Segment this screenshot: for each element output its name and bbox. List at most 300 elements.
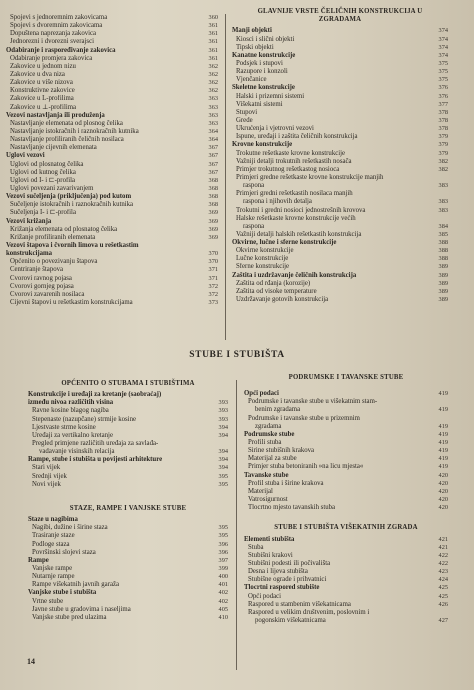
entry-page-number: 377 bbox=[438, 100, 448, 108]
entry-title: Čvorovi zavarenih nosilaca bbox=[10, 290, 85, 298]
entry-title: Raspored u stambenim višekatnicama bbox=[248, 600, 351, 608]
entry-page-number: 422 bbox=[438, 559, 448, 567]
entry-page-number: 363 bbox=[208, 119, 218, 127]
entry-title: Podsjek i stupovi bbox=[236, 59, 283, 67]
entry-page-number: 373 bbox=[208, 298, 218, 306]
toc-entry bbox=[6, 299, 218, 307]
toc-entry bbox=[232, 36, 448, 44]
entry-title: vadavanje visinskih relacija bbox=[39, 448, 115, 456]
entry-page-number: 372 bbox=[208, 282, 218, 290]
entry-title: Primjer stuba betoniranih »na licu mjesta« bbox=[248, 463, 364, 471]
toc-entry bbox=[244, 568, 448, 576]
entry-title: Stepenaste (nazupčane) strmije kosine bbox=[32, 415, 136, 423]
toc-entry bbox=[28, 456, 228, 464]
toc-entry bbox=[6, 112, 218, 120]
toc-entry bbox=[6, 87, 218, 95]
entry-page-number: 421 bbox=[438, 535, 448, 543]
entry-title: Stubišni podesti ili počivališta bbox=[248, 559, 331, 567]
entry-page-number: 424 bbox=[438, 576, 448, 584]
entry-title: Uglovi vezovi bbox=[6, 152, 45, 160]
entry-page-number: 394 bbox=[218, 464, 228, 472]
toc-entry bbox=[244, 423, 448, 431]
entry-title: Jednorezni i dvorezni sverajsci bbox=[10, 38, 94, 46]
toc-entry bbox=[6, 250, 218, 258]
entry-page-number: 393 bbox=[218, 399, 228, 407]
entry-page-number: 383 bbox=[438, 206, 448, 214]
entry-page-number: 376 bbox=[438, 84, 448, 92]
entry-title: Skeletne konstrukcije bbox=[232, 84, 295, 92]
toc-entry bbox=[6, 14, 218, 22]
entry-title: Zakovice u više nizova bbox=[10, 79, 73, 87]
toc-entry bbox=[28, 606, 228, 614]
entry-title: Zakovice u ⊥-profilima bbox=[10, 103, 77, 111]
entry-page-number: 362 bbox=[208, 79, 218, 87]
toc-entry bbox=[6, 161, 218, 169]
entry-page-number: 375 bbox=[438, 68, 448, 76]
toc-entry bbox=[244, 576, 448, 584]
entry-title: Podrumske stube bbox=[244, 430, 295, 438]
entry-title: Površinski slojevi staza bbox=[32, 548, 96, 556]
entry-title: Čvorovi gornjeg pojasa bbox=[10, 282, 74, 290]
toc-entry bbox=[244, 496, 448, 504]
toc-entry bbox=[232, 60, 448, 68]
entry-page-number: 364 bbox=[208, 136, 218, 144]
toc-entry bbox=[6, 185, 218, 193]
entry-page-number: 395 bbox=[218, 472, 228, 480]
entry-title: Spojevi s dvoremnim zakovicama bbox=[10, 22, 103, 30]
toc-entry bbox=[244, 504, 448, 512]
entry-page-number: 419 bbox=[438, 455, 448, 463]
entry-title: Desna i lijeva stubišta bbox=[248, 568, 308, 576]
entry-page-number: 393 bbox=[218, 415, 228, 423]
toc-entry bbox=[244, 593, 448, 601]
toc-entry bbox=[6, 226, 218, 234]
toc-entry bbox=[244, 463, 448, 471]
toc-entry bbox=[244, 480, 448, 488]
heading-multistorey-stairs: STUBE I STUBIŠTA VIŠEKATNIH ZGRADA bbox=[274, 524, 418, 532]
toc-entry bbox=[28, 549, 228, 557]
entry-title: Nastavljanje istokračnih i raznokračnih kutnika bbox=[10, 127, 139, 135]
entry-title: Tavanske stube bbox=[244, 471, 289, 479]
toc-entry bbox=[232, 44, 448, 52]
entry-page-number: 368 bbox=[208, 193, 218, 201]
entry-page-number: 396 bbox=[218, 548, 228, 556]
entry-title: zgradama bbox=[255, 422, 282, 430]
entry-title: Stupovi bbox=[236, 108, 258, 116]
toc-column-bottom-left bbox=[28, 378, 228, 622]
toc-entry bbox=[28, 614, 228, 622]
toc-entry bbox=[244, 447, 448, 455]
entry-page-number: 410 bbox=[218, 613, 228, 621]
entry-title: Uglovi od kutnog čelika bbox=[10, 168, 76, 176]
entry-title: Manji objekti bbox=[232, 27, 272, 35]
entry-page-number: 389 bbox=[438, 263, 448, 271]
entry-page-number: 385 bbox=[438, 230, 448, 238]
entry-title: Nastavljanje profiliranih čeličnih nosilaca bbox=[10, 136, 124, 144]
page-number: 14 bbox=[27, 657, 35, 666]
toc-entry bbox=[6, 152, 218, 160]
entry-page-number: 378 bbox=[438, 108, 448, 116]
toc-entry bbox=[232, 247, 448, 255]
entry-title: Profil stuba i širine krakova bbox=[248, 479, 324, 487]
toc-entry bbox=[232, 255, 448, 263]
toc-entry bbox=[6, 38, 218, 46]
toc-entry bbox=[232, 141, 448, 149]
entry-title: Uglovi povezani zavarivanjem bbox=[10, 184, 94, 192]
heading-stairs-general: OPĆENITO O STUBAMA I STUBIŠTIMA bbox=[61, 380, 195, 387]
entry-page-number: 361 bbox=[208, 22, 218, 30]
toc-entry bbox=[232, 280, 448, 288]
entry-title: Trokutne rešetkaste krovne konstrukcije bbox=[236, 149, 346, 157]
toc-entry bbox=[6, 120, 218, 128]
entry-page-number: 361 bbox=[208, 46, 218, 54]
toc-entry bbox=[244, 536, 448, 544]
toc-entry bbox=[6, 209, 218, 217]
toc-entry bbox=[6, 144, 218, 152]
entry-page-number: 368 bbox=[208, 201, 218, 209]
toc-entry bbox=[232, 76, 448, 84]
entry-page-number: 382 bbox=[438, 165, 448, 173]
toc-entry bbox=[28, 440, 228, 448]
entry-page-number: 388 bbox=[438, 247, 448, 255]
toc-entry bbox=[28, 432, 228, 440]
entry-title: Višekatni sistemi bbox=[236, 100, 283, 108]
entry-page-number: 394 bbox=[218, 456, 228, 464]
entry-title: Nagibi, dužine i širine staza bbox=[32, 524, 108, 532]
toc-entry bbox=[28, 448, 228, 456]
entry-title: Ljestvaste strme kosine bbox=[32, 423, 96, 431]
toc-column-top-left bbox=[6, 14, 218, 307]
entry-title: Sučeljenja I- i ⊏-profila bbox=[10, 209, 76, 217]
entry-page-number: 397 bbox=[218, 556, 228, 564]
entry-title: Uglovi od I- i ⊏-profila bbox=[10, 176, 76, 184]
toc-entry bbox=[232, 150, 448, 158]
toc-entry bbox=[244, 584, 448, 592]
entry-title: Vezovi križanja bbox=[6, 217, 52, 225]
entry-page-number: 369 bbox=[208, 217, 218, 225]
toc-entry bbox=[232, 263, 448, 271]
entry-page-number: 362 bbox=[208, 62, 218, 70]
toc-entry bbox=[28, 416, 228, 424]
entry-title: Ukrućenja i vjetrovni vezovi bbox=[236, 125, 314, 133]
entry-page-number: 384 bbox=[438, 222, 448, 230]
toc-entry bbox=[232, 68, 448, 76]
entry-page-number: 378 bbox=[438, 116, 448, 124]
toc-entry bbox=[244, 455, 448, 463]
toc-entry bbox=[244, 609, 448, 617]
toc-entry bbox=[6, 136, 218, 144]
toc-entry bbox=[244, 415, 448, 423]
entry-page-number: 368 bbox=[208, 176, 218, 184]
heading-basement-attic-stairs: PODRUMSKE I TAVANSKE STUBE bbox=[288, 374, 404, 381]
toc-entry bbox=[244, 398, 448, 406]
toc-entry bbox=[28, 598, 228, 606]
heading-paths-ramps: STAZE, RAMPE I VANJSKE STUBE bbox=[69, 504, 187, 512]
toc-entry bbox=[232, 223, 448, 231]
entry-page-number: 402 bbox=[218, 589, 228, 597]
entry-page-number: 394 bbox=[218, 423, 228, 431]
entry-page-number: 369 bbox=[208, 233, 218, 241]
entry-title: Primjeri gredni rešetkastih nosilaca manjih bbox=[236, 190, 353, 198]
entry-title: Grede bbox=[236, 116, 253, 124]
section-title: STUBE I STUBIŠTA bbox=[189, 350, 285, 360]
entry-title: Sferne konstrukcije bbox=[236, 263, 290, 271]
entry-page-number: 375 bbox=[438, 59, 448, 67]
toc-entry bbox=[6, 234, 218, 242]
entry-title: Centriranje štapova bbox=[10, 266, 64, 274]
entry-title: Opći podaci bbox=[244, 390, 279, 398]
toc-entry bbox=[232, 231, 448, 239]
entry-page-number: 419 bbox=[438, 447, 448, 455]
entry-page-number: 395 bbox=[218, 524, 228, 532]
toc-entry bbox=[232, 166, 448, 174]
entry-title: Zakovice u dva niza bbox=[10, 70, 65, 78]
entry-title: Stubišne ograde i prihvatnici bbox=[248, 576, 327, 584]
entry-page-number: 389 bbox=[438, 271, 448, 279]
toc-entry bbox=[244, 390, 448, 398]
toc-entry bbox=[6, 55, 218, 63]
toc-entry bbox=[28, 473, 228, 481]
entry-title: Halske rešetkaste krovne konstrukcije većih bbox=[236, 214, 356, 222]
toc-entry bbox=[232, 84, 448, 92]
toc-entry bbox=[244, 544, 448, 552]
entry-page-number: 367 bbox=[208, 152, 218, 160]
entry-page-number: 361 bbox=[208, 30, 218, 38]
entry-title: Zaštita i uzdržavanje čeličnih konstrukcija bbox=[232, 271, 357, 279]
entry-page-number: 369 bbox=[208, 225, 218, 233]
entry-page-number: 400 bbox=[218, 573, 228, 581]
entry-title: Važniji detalji trokutnih rešetkastih nosača bbox=[236, 157, 352, 165]
entry-title: Zaštita od visoke temperature bbox=[236, 287, 317, 295]
entry-page-number: 383 bbox=[438, 182, 448, 190]
toc-entry bbox=[232, 174, 448, 182]
entry-title: Uređaji za vertikalno kretanje bbox=[32, 431, 113, 439]
entry-title: Vezovi nastavljanja ili produženja bbox=[6, 111, 105, 119]
entry-page-number: 419 bbox=[438, 430, 448, 438]
entry-title: Općenito o povezivanju štapova bbox=[10, 258, 98, 266]
entry-title: Vanjske stube i stubišta bbox=[28, 589, 97, 597]
entry-title: konstrukcijama bbox=[6, 250, 53, 258]
entry-page-number: 420 bbox=[438, 487, 448, 495]
toc-entry bbox=[232, 158, 448, 166]
entry-page-number: 395 bbox=[218, 480, 228, 488]
toc-entry bbox=[244, 431, 448, 439]
entry-page-number: 420 bbox=[438, 496, 448, 504]
entry-page-number: 388 bbox=[438, 255, 448, 263]
entry-page-number: 379 bbox=[438, 133, 448, 141]
entry-title: Spojevi s jednoremnim zakovicama bbox=[10, 14, 108, 21]
entry-page-number: 389 bbox=[438, 296, 448, 304]
toc-entry bbox=[6, 47, 218, 55]
entry-title: Uglovi od plosnatog čelika bbox=[10, 160, 84, 168]
toc-entry bbox=[28, 407, 228, 415]
toc-entry bbox=[232, 207, 448, 215]
entry-page-number: 419 bbox=[438, 390, 448, 398]
toc-entry bbox=[232, 109, 448, 117]
entry-page-number: 370 bbox=[208, 258, 218, 266]
toc-entry bbox=[232, 215, 448, 223]
entry-page-number: 360 bbox=[208, 14, 218, 21]
entry-title: Zaštita od rđanja (korozije) bbox=[236, 279, 311, 287]
toc-entry bbox=[6, 275, 218, 283]
entry-page-number: 422 bbox=[438, 551, 448, 559]
entry-page-number: 419 bbox=[438, 463, 448, 471]
toc-entry bbox=[6, 63, 218, 71]
entry-title: Križanje profiliranih elemenata bbox=[10, 233, 96, 241]
entry-page-number: 372 bbox=[208, 290, 218, 298]
toc-entry bbox=[6, 218, 218, 226]
toc-entry bbox=[232, 125, 448, 133]
entry-page-number: 423 bbox=[438, 568, 448, 576]
entry-title: Vezovi štapova i čvornih limova u rešetkastim bbox=[6, 241, 139, 249]
entry-title: Nastavljanje elemenata od plosnog čelika bbox=[10, 119, 123, 127]
entry-page-number: 367 bbox=[208, 160, 218, 168]
toc-entry bbox=[244, 488, 448, 496]
entry-page-number: 388 bbox=[438, 239, 448, 247]
entry-title: raspona bbox=[243, 182, 265, 190]
entry-title: Vrtne stube bbox=[32, 597, 64, 605]
entry-title: Rampe višekatnih javnih garaža bbox=[32, 581, 120, 589]
toc-entry bbox=[28, 573, 228, 581]
entry-title: Dopuštena naprezanja zakovica bbox=[10, 30, 97, 38]
entry-page-number: 370 bbox=[208, 250, 218, 258]
toc-entry bbox=[28, 424, 228, 432]
entry-title: Čvorovi ravnog pojasa bbox=[10, 274, 72, 282]
toc-entry bbox=[244, 472, 448, 480]
entry-title: Javne stube u gradovima i naseljima bbox=[32, 605, 131, 613]
toc-entry bbox=[28, 391, 228, 399]
entry-page-number: 420 bbox=[438, 504, 448, 512]
toc-entry bbox=[244, 406, 448, 414]
toc-entry bbox=[232, 182, 448, 190]
toc-entry bbox=[232, 117, 448, 125]
toc-entry bbox=[232, 27, 448, 35]
toc-entry bbox=[232, 93, 448, 101]
entry-page-number: 371 bbox=[208, 266, 218, 274]
entry-title: Okvirne konstrukcije bbox=[236, 247, 294, 255]
toc-entry bbox=[28, 532, 228, 540]
column-divider-bottom bbox=[236, 380, 237, 670]
entry-title: Nastavljanje cijevnih elemenata bbox=[10, 144, 97, 152]
entry-title: Staze u nagibima bbox=[28, 516, 78, 524]
toc-entry bbox=[6, 193, 218, 201]
entry-title: Materijal za stube bbox=[248, 455, 297, 463]
entry-title: Kanatne konstrukcije bbox=[232, 51, 296, 59]
toc-column-top-right bbox=[232, 6, 448, 304]
entry-page-number: 389 bbox=[438, 279, 448, 287]
entry-page-number: 402 bbox=[218, 597, 228, 605]
toc-entry bbox=[6, 71, 218, 79]
entry-page-number: 401 bbox=[218, 581, 228, 589]
entry-page-number: 379 bbox=[438, 141, 448, 149]
entry-title: Opći podaci bbox=[248, 592, 282, 600]
toc-entry bbox=[232, 52, 448, 60]
entry-title: Tipski objekti bbox=[236, 43, 274, 51]
toc-entry bbox=[6, 95, 218, 103]
entry-page-number: 378 bbox=[438, 125, 448, 133]
entry-title: Zakovice u L-profilima bbox=[10, 95, 74, 103]
entry-page-number: 375 bbox=[438, 76, 448, 84]
entry-title: Nutarnje rampe bbox=[32, 573, 75, 581]
entry-page-number: 420 bbox=[438, 479, 448, 487]
toc-entry bbox=[6, 22, 218, 30]
toc-entry bbox=[28, 557, 228, 565]
section-heading-steel: GLAVNIJE VRSTE ČELIČNIH KONSTRUKCIJA U ZGRADAMA bbox=[257, 8, 423, 24]
entry-title: Rampe bbox=[28, 556, 49, 564]
entry-page-number: 362 bbox=[208, 87, 218, 95]
entry-page-number: 363 bbox=[208, 111, 218, 119]
entry-title: pogonskim višekatnicama bbox=[255, 616, 326, 624]
toc-entry bbox=[232, 288, 448, 296]
entry-page-number: 367 bbox=[208, 144, 218, 152]
entry-title: Vanjske stube pred ulazima bbox=[32, 613, 107, 621]
entry-title: Okvirne, lučne i sferne konstrukcije bbox=[232, 239, 337, 247]
entry-page-number: 361 bbox=[208, 54, 218, 62]
entry-title: Tlocrtno mjesto tavanskih stuba bbox=[248, 504, 336, 512]
entry-title: Halski i prizemni sistemi bbox=[236, 92, 305, 100]
toc-entry bbox=[6, 128, 218, 136]
entry-page-number: 371 bbox=[208, 274, 218, 282]
toc-entry bbox=[6, 201, 218, 209]
entry-title: Srednji vijek bbox=[32, 472, 67, 480]
entry-title: Podloge staza bbox=[32, 540, 70, 548]
entry-title: benim zgradama bbox=[255, 406, 301, 414]
entry-title: Ravne kosine blagog nagiba bbox=[32, 407, 109, 415]
entry-page-number: 362 bbox=[208, 70, 218, 78]
entry-page-number: 376 bbox=[438, 92, 448, 100]
entry-title: Sučeljenje istokračnih i raznokračnih kutnika bbox=[10, 201, 134, 209]
entry-title: Kiosci i slični objekti bbox=[236, 35, 295, 43]
toc-entry bbox=[244, 617, 448, 625]
entry-page-number: 393 bbox=[218, 407, 228, 415]
entry-title: Vjenčanice bbox=[236, 76, 267, 84]
entry-page-number: 367 bbox=[208, 168, 218, 176]
entry-page-number: 419 bbox=[438, 439, 448, 447]
entry-title: Križanja elemenata od plosnatog čelika bbox=[10, 225, 118, 233]
entry-page-number: 374 bbox=[438, 35, 448, 43]
entry-page-number: 394 bbox=[218, 431, 228, 439]
toc-entry bbox=[232, 101, 448, 109]
entry-page-number: 396 bbox=[218, 540, 228, 548]
entry-title: Zakovice u jednom nizu bbox=[10, 62, 76, 70]
entry-page-number: 374 bbox=[438, 43, 448, 51]
entry-page-number: 421 bbox=[438, 543, 448, 551]
entry-page-number: 399 bbox=[218, 564, 228, 572]
entry-title: Ispune, uređaji i zaštita čeličnih konstrukcija bbox=[236, 133, 358, 141]
entry-title: Vezovi sučeljenja (priključenja) pod kutom bbox=[6, 193, 132, 201]
entry-title: Trokutni i gredni nosioci jednostrešnih krovova bbox=[236, 206, 366, 214]
entry-title: Materijal bbox=[248, 487, 273, 495]
entry-title: Razupore i konzoli bbox=[236, 68, 288, 76]
entry-page-number: 425 bbox=[438, 584, 448, 592]
entry-title: Cijevni štapovi u rešetkastim konstrukcijama bbox=[10, 298, 133, 306]
entry-title: Stuba bbox=[248, 543, 264, 551]
entry-page-number: 395 bbox=[218, 532, 228, 540]
toc-entry bbox=[6, 177, 218, 185]
entry-page-number: 368 bbox=[208, 184, 218, 192]
entry-page-number: 363 bbox=[208, 103, 218, 111]
entry-page-number: 426 bbox=[438, 600, 448, 608]
entry-title: Rampe, stube i stubišta u povijesti arhitekture bbox=[28, 456, 163, 464]
entry-title: Stari vijek bbox=[32, 464, 61, 472]
entry-title: Primjeri gredne rešetkaste krovne konstrukcije manjih bbox=[236, 173, 384, 181]
toc-entry bbox=[244, 601, 448, 609]
entry-title: Podrumske i tavanske stube u prizemnim bbox=[248, 414, 360, 422]
toc-entry bbox=[232, 239, 448, 247]
entry-title: Krovne konstrukcije bbox=[232, 141, 293, 149]
toc-entry bbox=[28, 399, 228, 407]
entry-page-number: 364 bbox=[208, 127, 218, 135]
